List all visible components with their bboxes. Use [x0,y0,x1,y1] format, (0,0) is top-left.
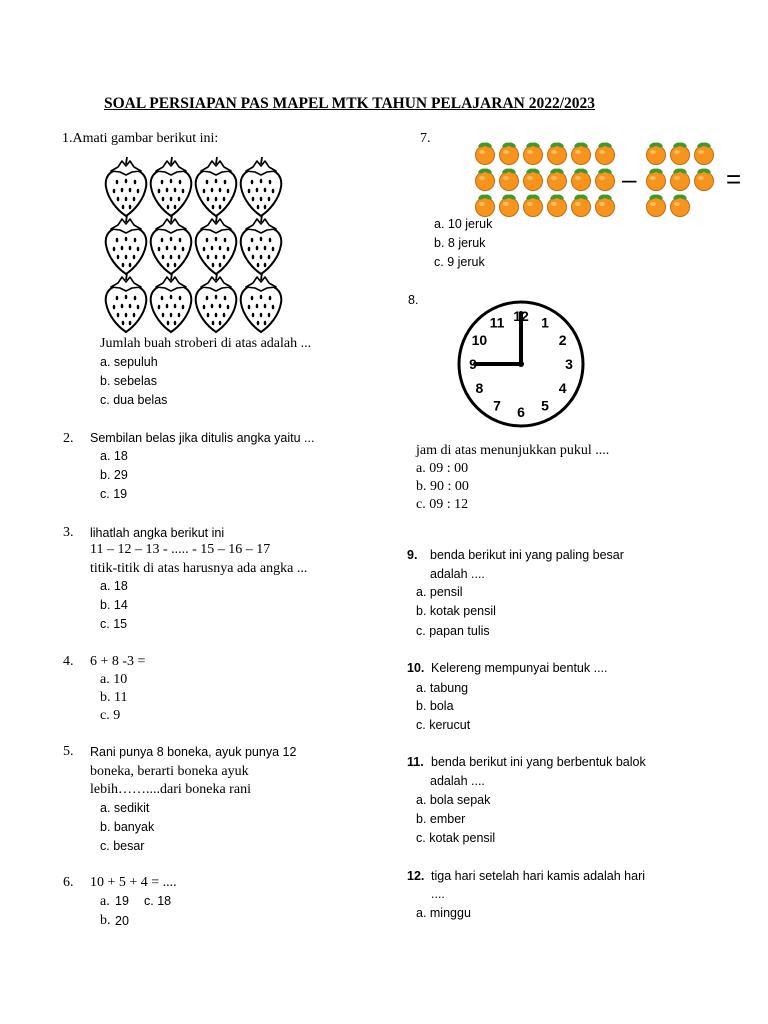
strawberry-icon [241,215,282,274]
q2-option-a: a. 18 [100,449,128,463]
q11-option-c: c. kotak pensil [416,831,496,845]
orange-icon [500,141,519,164]
q8-option-b: b. 90 : 00 [416,479,469,494]
orange-icon [548,141,567,164]
q7-number: 7. [420,131,431,146]
q2-option-c: c. 19 [100,487,128,501]
strawberry-icon [151,273,192,332]
q1-label: 1.Amati gambar berikut ini: [62,131,219,146]
strawberry-image [104,152,284,332]
orange-icon [647,141,666,164]
orange-icon [671,193,690,216]
q3-question: lihatlah angka berikut ini [90,526,225,540]
strawberry-icon [196,273,237,332]
orange-icon [572,193,591,216]
q5-option-c: c. besar [100,839,145,853]
clock-number: 6 [517,404,525,420]
orange-icon [671,167,690,190]
q5-line-3: lebih……....dari boneka rani [90,782,251,797]
q11-option-b: b. ember [416,812,466,826]
q1-question: Jumlah buah stroberi di atas adalah ... [100,336,312,351]
page-title: SOAL PERSIAPAN PAS MAPEL MTK TAHUN PELAJARAN 2022/2023 [104,95,596,112]
q4-question: 6 + 8 -3 = [90,654,146,669]
q9-line-1: benda berikut ini yang paling besar [430,548,624,562]
q3-number: 3. [63,525,74,540]
strawberry-icon [196,157,237,216]
orange-icon [476,167,495,190]
clock-number: 11 [489,314,505,331]
q3-prompt: titik-titik di atas harusnya ada angka ... [90,561,308,576]
clock-number: 4 [558,380,567,396]
q6-question: 10 + 5 + 4 = .... [90,875,177,890]
q5-option-a: a. sedikit [100,801,150,815]
clock-number: 7 [493,397,501,414]
clock-center [518,361,524,367]
strawberry-icon [106,273,147,332]
q10-number: 10. [407,661,425,675]
clock-number: 9 [469,356,477,372]
q4-option-a: a. 10 [100,672,128,687]
q1-option-a: a. sepuluh [100,355,158,369]
strawberry-icon [241,157,282,216]
strawberry-icon [106,215,147,274]
orange-icon [695,141,714,164]
q12-number: 12. [407,869,425,883]
q5-line-1: Rani punya 8 boneka, ayuk punya 12 [90,745,297,759]
q7-option-c: c. 9 jeruk [434,255,485,269]
clock-number: 1 [541,314,549,331]
orange-icon [671,141,690,164]
orange-icon [524,167,543,190]
orange-icon [596,193,615,216]
strawberry-icon [151,215,192,274]
oranges-group-left [474,142,619,222]
orange-icon [524,141,543,164]
clock-number: 2 [558,332,567,348]
q6-option-c: c. 18 [144,894,172,908]
q4-option-b: b. 11 [100,690,128,705]
q6-option-b: 20 [115,914,129,928]
clock-number: 10 [471,332,488,348]
orange-icon [524,193,543,216]
orange-icon [695,167,714,190]
strawberry-icon [106,157,147,216]
orange-icon [596,141,615,164]
q8-number: 8. [408,293,419,307]
q1-option-c: c. dua belas [100,393,168,407]
q7-equals-sign: = [726,164,742,194]
q9-option-c: c. papan tulis [416,624,490,638]
q7-minus-sign: – [622,164,637,194]
strawberry-icon [151,157,192,216]
orange-icon [596,167,615,190]
clock-number: 8 [475,380,484,396]
q10-question: Kelereng mempunyai bentuk .... [431,661,608,675]
q5-line-2: boneka, berarti boneka ayuk [90,764,249,779]
q12-line-2: .... [431,887,445,901]
q11-number: 11. [407,755,424,769]
q11-option-a: a. bola sepak [416,793,491,807]
q5-number: 5. [63,744,74,759]
orange-icon [476,193,495,216]
q7-option-a: a. 10 jeruk [434,217,493,231]
q2-question: Sembilan belas jika ditulis angka yaitu ... [90,431,315,445]
orange-icon [476,141,495,164]
q12-option-a: a. minggu [416,906,471,920]
q10-option-c: c. kerucut [416,718,471,732]
q12-line-1: tiga hari setelah hari kamis adalah hari [431,869,646,883]
oranges-group-right [645,142,720,222]
q10-option-a: a. tabung [416,681,469,695]
q3-option-b: b. 14 [100,598,128,612]
q2-number: 2. [63,431,74,446]
strawberry-icon [196,215,237,274]
strawberry-icon [241,273,282,332]
clock-number: 3 [565,356,573,372]
q10-option-b: b. bola [416,699,454,713]
orange-icon [548,193,567,216]
q6-option-a-prefix: a. [100,894,110,909]
q8-option-a: a. 09 : 00 [416,461,469,476]
q9-line-2: adalah .... [430,567,485,581]
orange-icon [572,141,591,164]
clock-number: 12 [513,308,529,324]
q4-number: 4. [63,654,74,669]
q3-option-a: a. 18 [100,579,128,593]
q8-option-c: c. 09 : 12 [416,497,469,512]
q9-number: 9. [407,548,418,562]
q7-option-b: b. 8 jeruk [434,236,486,250]
q1-option-b: b. sebelas [100,374,157,388]
clock-number: 5 [541,397,549,414]
q6-option-a: 19 [115,894,129,908]
q9-option-b: b. kotak pensil [416,604,496,618]
q5-option-b: b. banyak [100,820,155,834]
q6-number: 6. [63,875,74,890]
q4-option-c: c. 9 [100,708,121,723]
q8-question: jam di atas menunjukkan pukul .... [416,443,610,458]
clock-icon [455,299,587,429]
orange-icon [647,193,666,216]
q3-option-c: c. 15 [100,617,128,631]
orange-icon [500,193,519,216]
orange-icon [647,167,666,190]
q11-line-2: adalah .... [430,774,485,788]
q2-option-b: b. 29 [100,468,128,482]
q9-option-a: a. pensil [416,585,463,599]
orange-icon [500,167,519,190]
q6-option-b-prefix: b. [100,913,111,928]
orange-icon [572,167,591,190]
q11-line-1: benda berikut ini yang berbentuk balok [431,755,646,769]
q3-sequence: 11 – 12 – 13 - ..... - 15 – 16 – 17 [90,542,271,557]
orange-icon [548,167,567,190]
